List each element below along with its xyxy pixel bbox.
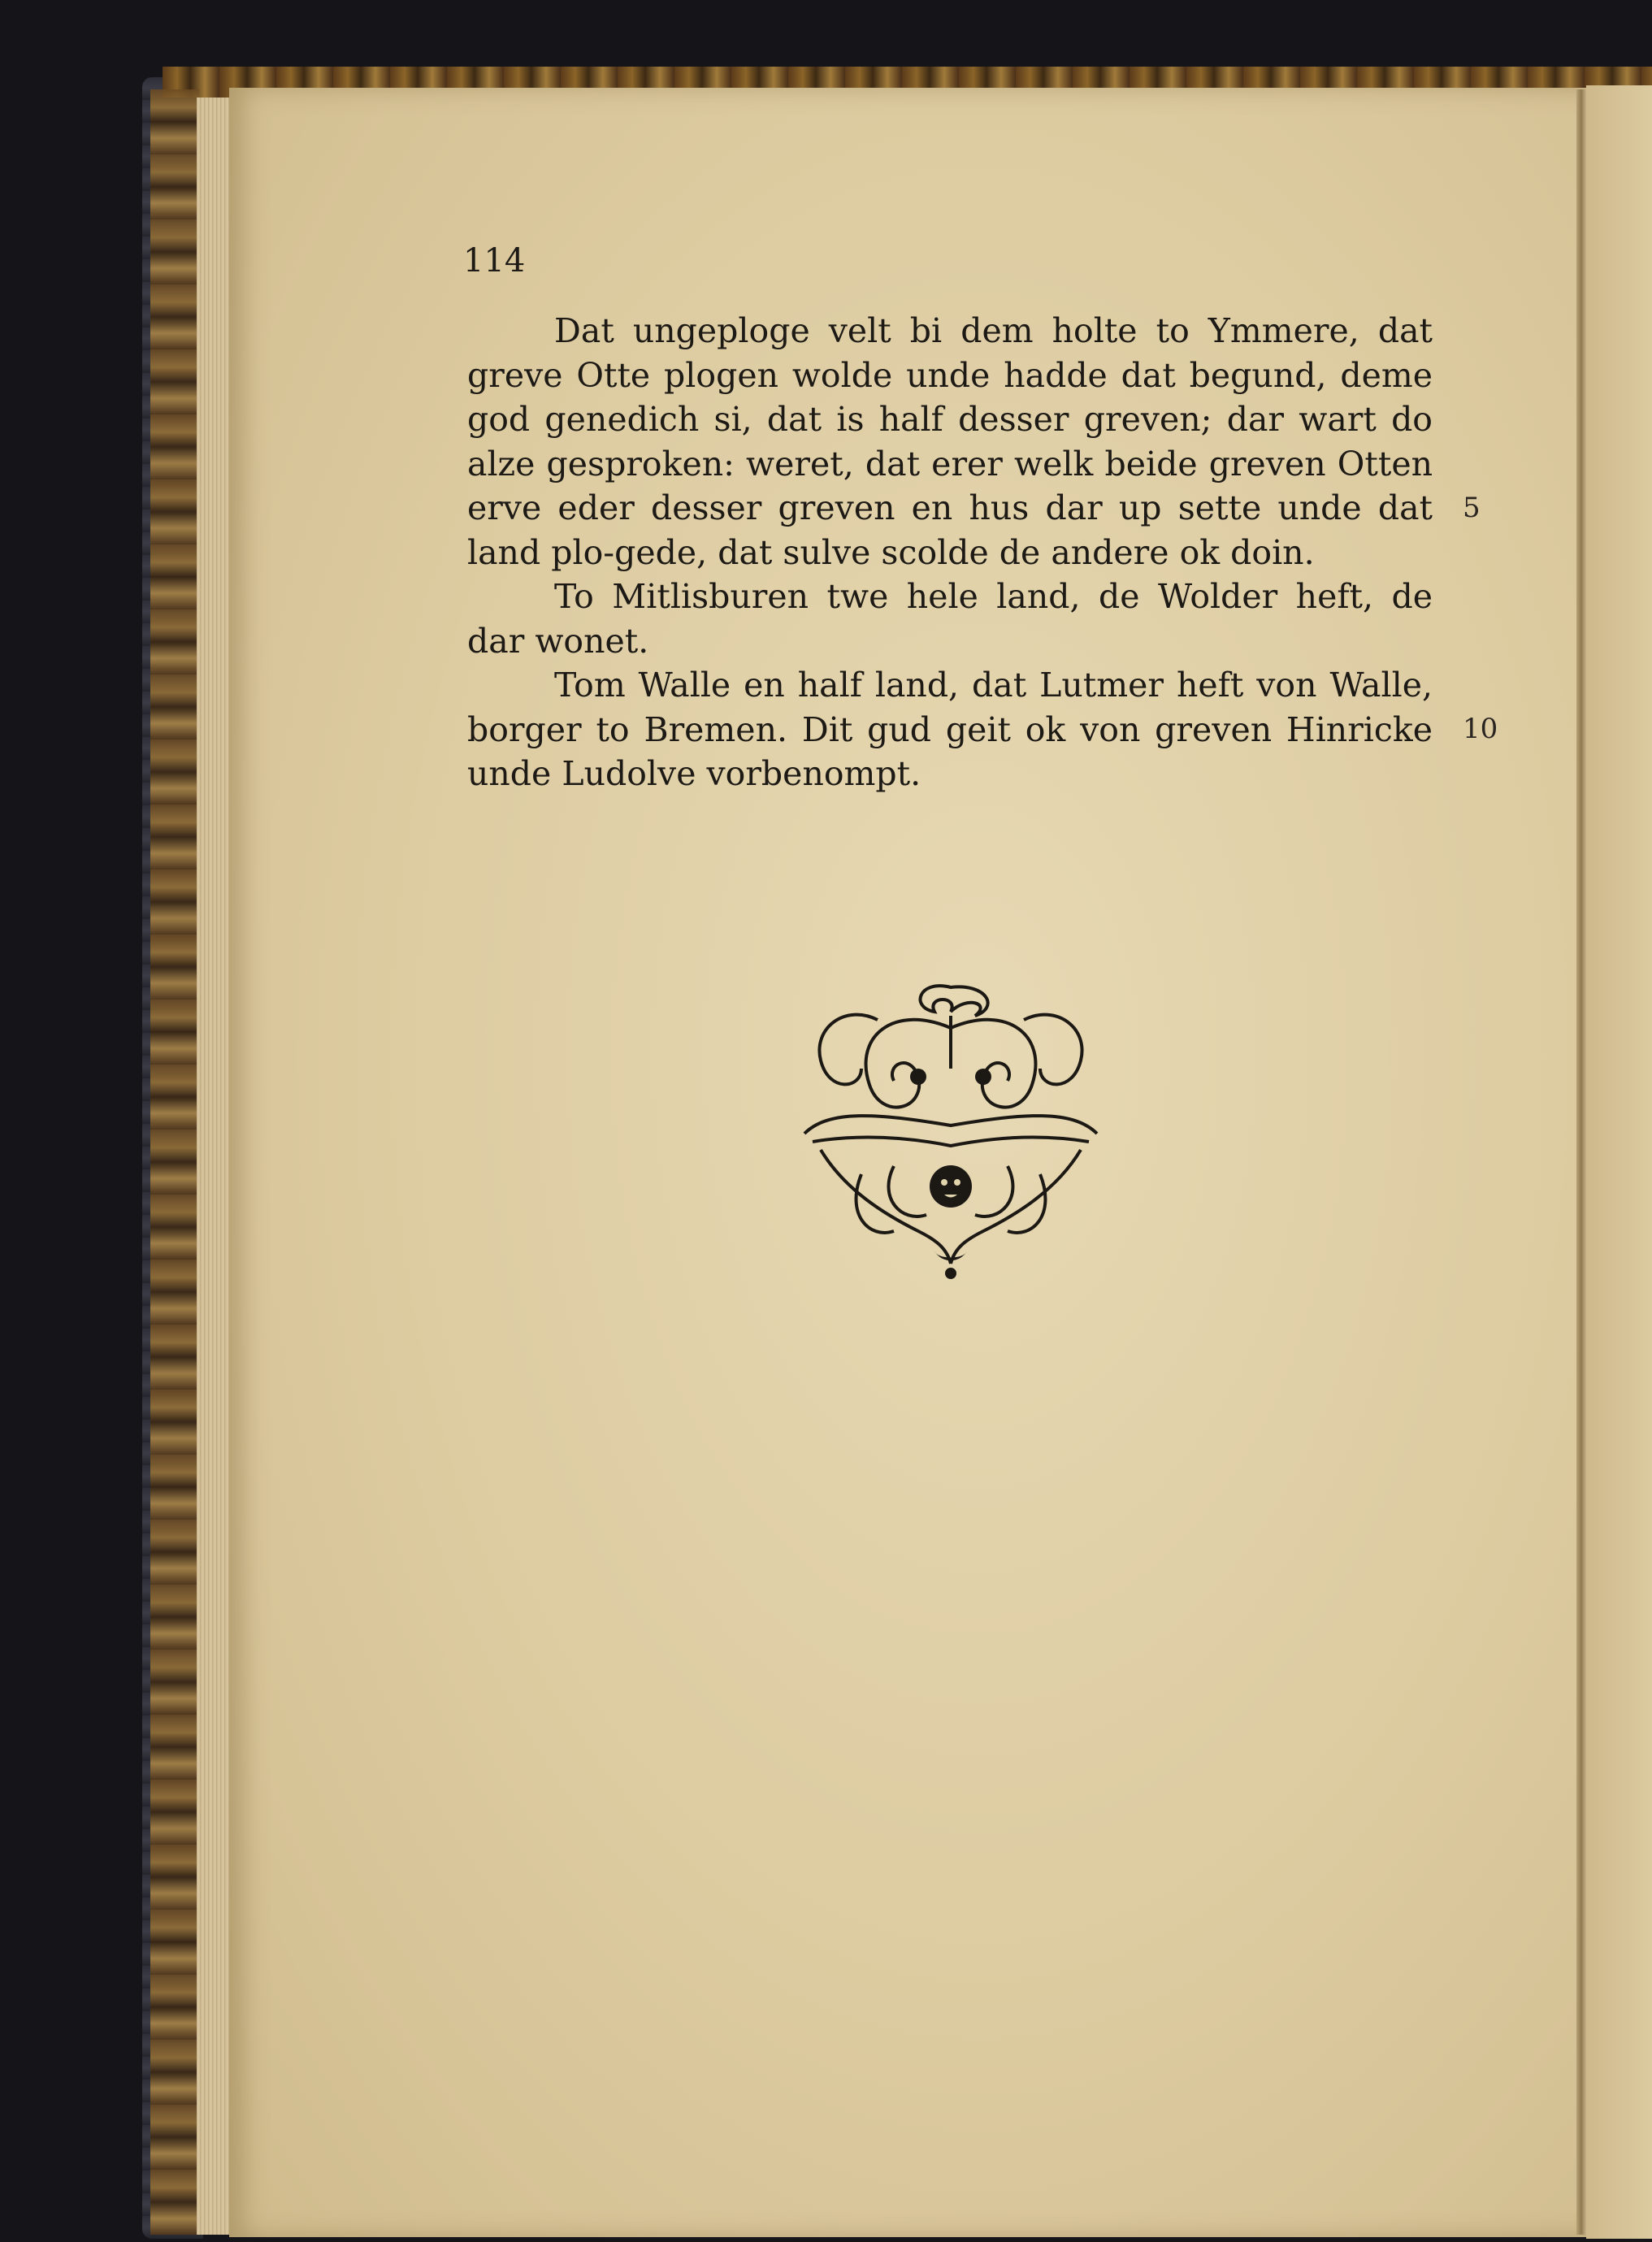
body-text	[467, 309, 1433, 796]
page-gutter	[1576, 89, 1586, 2235]
paragraph-1	[467, 309, 1433, 575]
paragraph-1-text: Dat ungeploge velt bi dem holte to Ymmere, dat greve Otte plogen wolde unde hadde dat begund, deme god genedich si, dat is half desser greven; dar wart do alze gesproken: weret, dat erer welk beide greven Otten erve eder desser greven en hus dar up sette unde dat land plo-gede, dat sulve scolde de andere ok doin.	[467, 311, 1433, 572]
paragraph-3-text: Tom Walle en half land, dat Lutmer heft von Walle, borger to Bremen. Dit gud geit ok von greven Hinricke unde Ludolve vorbenompt.	[467, 666, 1433, 793]
line-number-10: 10	[1463, 713, 1498, 745]
page-number: 114	[463, 242, 526, 280]
paragraph-2-text: To Mitlisburen twe hele land, de Wolder heft, de dar wonet.	[467, 577, 1433, 661]
paragraph-2	[467, 575, 1433, 663]
floral-ornament-icon	[796, 971, 1105, 1280]
paragraph-3	[467, 663, 1433, 796]
next-page-edge	[1586, 85, 1652, 2239]
marbled-cover-edge-left	[150, 89, 199, 2235]
line-number-5: 5	[1463, 492, 1481, 524]
